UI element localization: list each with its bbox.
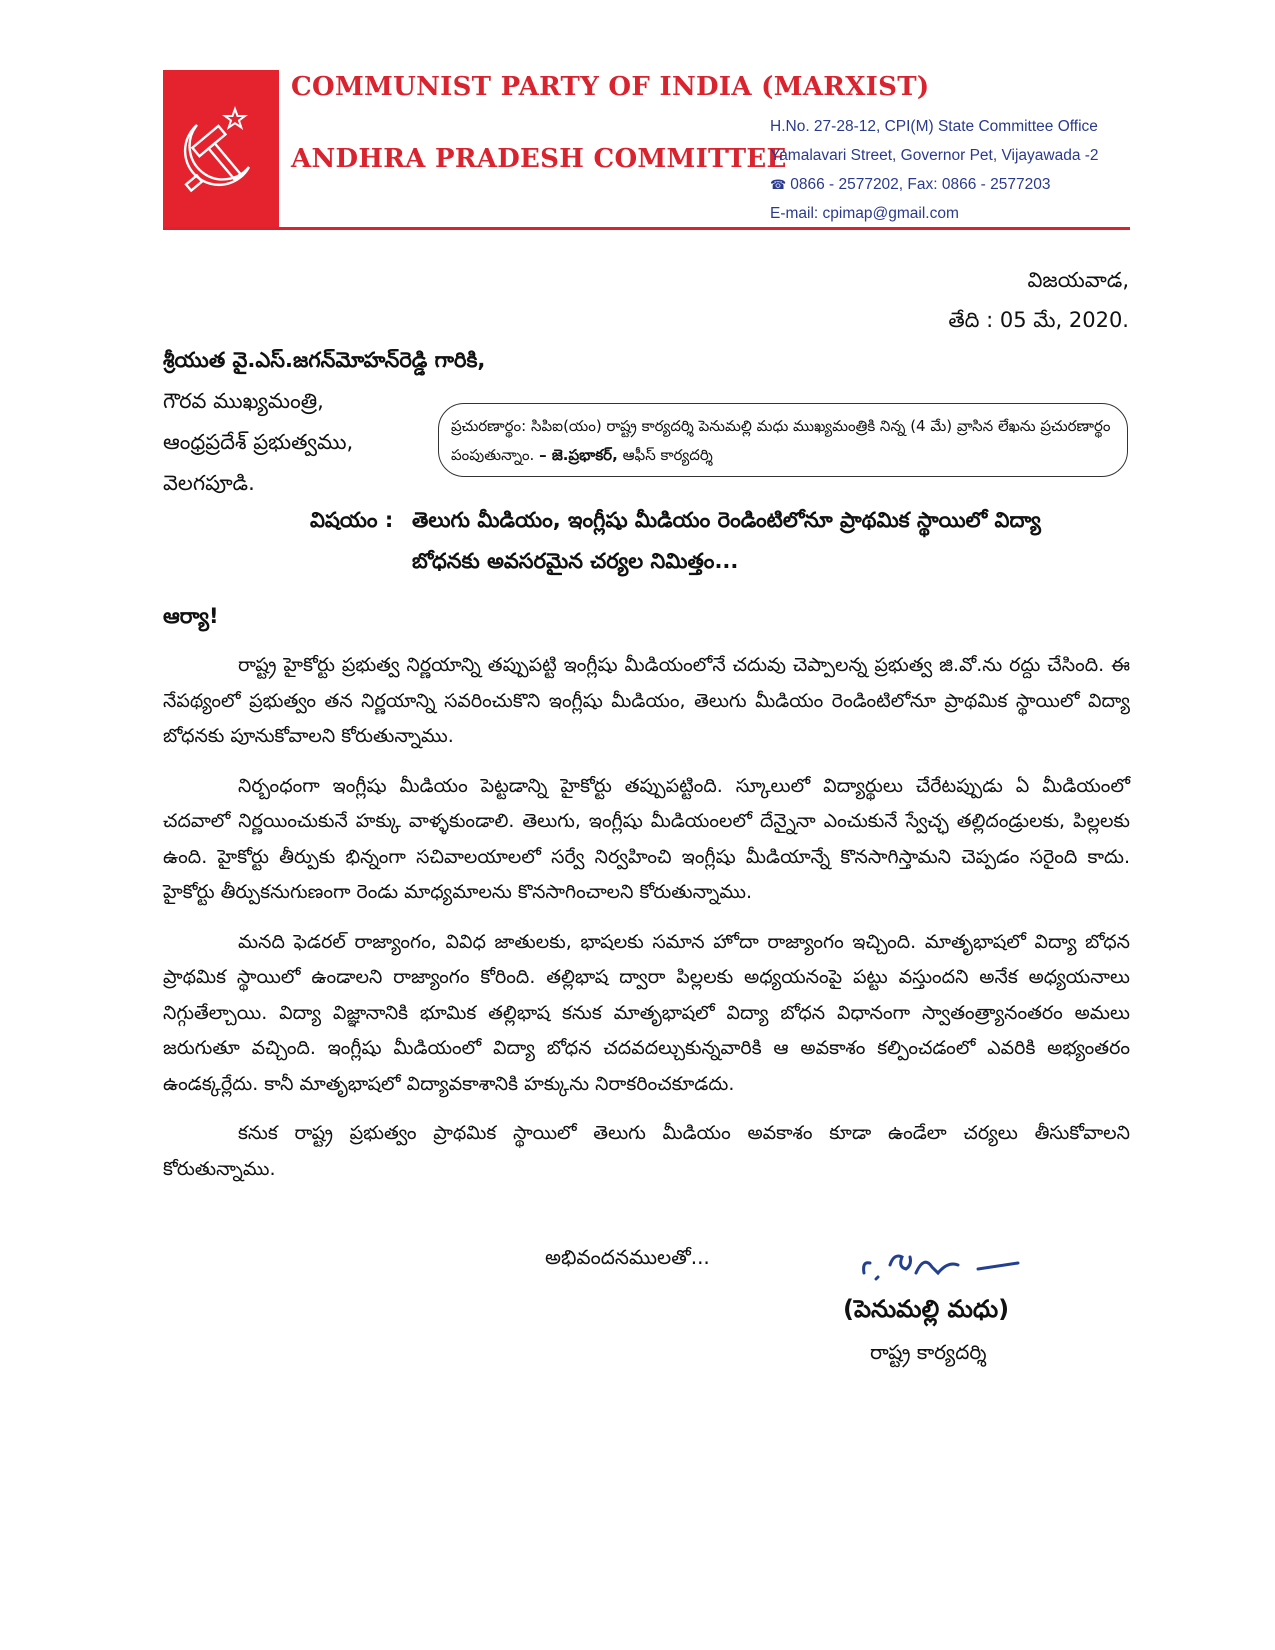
- body-paragraph-2: నిర్బంధంగా ఇంగ్లీషు మీడియం పెట్టడాన్ని హైకోర్టు తప్పుపట్టింది. స్కూలులో విద్యార్థులు చేరేటప్పుడు ఏ మీడియంలో చదవాలో నిర్ణయించుకునే హక్కు వాళ్ళకుండాలి. తెలుగు, ఇంగ్లీషు మీడియంలలో దేన్నైనా ఎంచుకునే స్వేచ్ఛ తల్లిదండ్రులకు, పిల్లలకు ఉంది. హైకోర్టు తీర్పుకు భిన్నంగా సచివాలయాలలో సర్వే నిర్వహించి ఇంగ్లీషు మీడియాన్నే కొనసాగిస్తామని చెప్పడం సరైంది కాదు. హైకోర్టు తీర్పుకనుగుణంగా రెండు మాధ్యమాలను కొనసాగించాలని కోరుతున్నాము.: [163, 774, 1130, 903]
- salutation: ఆర్యా!: [163, 604, 219, 628]
- email-line: E-mail: cpimap@gmail.com: [770, 205, 959, 222]
- party-logo: [163, 70, 279, 230]
- addressee-name: శ్రీయుత వై.ఎస్.జగన్‌మోహన్‌రెడ్డి గారికి,: [163, 348, 486, 372]
- subject-text: తెలుగు మీడియం, ఇంగ్లీషు మీడియం రెండింటిలోనూ ప్రాథమిక స్థాయిలో విద్యా బోధనకు అవసరమైన చర్యల నిమిత్తం...: [412, 508, 1041, 573]
- notice-signer-role: ఆఫీస్ కార్యదర్శి: [622, 446, 713, 464]
- handwritten-signature: [858, 1243, 1028, 1291]
- addressee-line2: గౌరవ ముఖ్యమంత్రి,: [163, 389, 324, 413]
- org-name-line1: COMMUNIST PARTY OF INDIA (MARXIST): [291, 72, 930, 102]
- contact-block: [770, 112, 1099, 228]
- subject-label: విషయం :: [310, 508, 394, 532]
- body-paragraph-1: రాష్ట్ర హైకోర్టు ప్రభుత్వ నిర్ణయాన్ని తప్పుపట్టి ఇంగ్లీషు మీడియంలోనే చదువు చెప్పాలన్న ప్రభుత్వ జి.వో.ను రద్దు చేసింది. ఈ నేపథ్యంలో ప్రభుత్వం తన నిర్ణయాన్ని సవరించుకొని ఇంగ్లీషు మీడియం, తెలుగు మీడియం రెండింటిలోనూ ప్రాథమిక స్థాయిలో విద్యా బోధనకు పూనుకోవాలని కోరుతున్నాము.: [163, 654, 1130, 747]
- addressee-line4: వెలగపూడి.: [163, 471, 255, 495]
- body-paragraph-4: కనుక రాష్ట్ర ప్రభుత్వం ప్రాథమిక స్థాయిలో తెలుగు మీడియం అవకాశం కూడా ఉండేలా చర్యలు తీసుకోవాలని కోరుతున్నాము.: [163, 1122, 1130, 1180]
- address-line1: H.No. 27-28-12, CPI(M) State Committee Office: [770, 118, 1098, 135]
- date-block: [948, 260, 1129, 340]
- date: తేది : 05 మే, 2020.: [948, 308, 1129, 332]
- notice-text: సిపిఐ(యం) రాష్ట్ర కార్యదర్శి పెనుమల్లి మధు ముఖ్యమంత్రికి నిన్న (4 మే) వ్రాసిన లేఖను ప్రచురణార్థం పంపుతున్నాం.: [451, 417, 1111, 464]
- org-name-line2: ANDHRA PRADESH COMMITTEE: [291, 144, 787, 174]
- place: విజయవాడ,: [1027, 268, 1129, 292]
- notice-signer: – జె.ప్రభాకర్,: [539, 446, 618, 464]
- hammer-sickle-star-icon: [173, 105, 269, 197]
- signatory-title: రాష్ట్ర కార్యదర్శి: [870, 1340, 987, 1364]
- address-line2: Yamalavari Street, Governor Pet, Vijayawada -2: [770, 147, 1099, 164]
- signatory-name: (పెనుమల్లి మధు): [843, 1295, 1010, 1323]
- closing: అభివందనములతో...: [545, 1245, 710, 1269]
- addressee-line3: ఆంధ్రప్రదేశ్ ప్రభుత్వము,: [163, 430, 354, 454]
- press-notice-box: [438, 403, 1128, 477]
- phone-line: [770, 170, 1099, 199]
- addressee-block: [163, 340, 485, 504]
- body-paragraph-3: మనది ఫెడరల్ రాజ్యాంగం, వివిధ జాతులకు, భాషలకు సమాన హోదా రాజ్యాంగం ఇచ్చింది. మాతృభాషలో విద్యా బోధన ప్రాథమిక స్థాయిలో ఉండాలని రాజ్యాంగం కోరింది. తల్లిభాష ద్వారా పిల్లలకు అధ్యయనంపై పట్టు వస్తుందని అనేక అధ్యయనాలు నిగ్గుతేల్చాయి. విద్యా విజ్ఞానానికి భూమిక తల్లిభాష కనుక మాతృభాషలో విద్యా బోధన విధానంగా స్వాతంత్ర్యానంతరం అమలు జరుగుతూ వచ్చింది. ఇంగ్లీషు మీడియంలో విద్యా బోధన చదవదల్చుకున్నవారికి ఆ అవకాశం కల్పించడంలో ఎవరికి అభ్యంతరం ఉండక్కర్లేదు. కానీ మాతృభాషలో విద్యావకాశానికి హక్కును నిరాకరించకూడదు.: [163, 930, 1130, 1095]
- notice-label: ప్రచురణార్థం:: [451, 417, 527, 435]
- letter-body: [163, 648, 1130, 1201]
- phone-icon: ☎: [770, 177, 787, 192]
- letterhead-rule: [163, 227, 1130, 230]
- phone-text: 0866 - 2577202, Fax: 0866 - 2577203: [790, 176, 1051, 193]
- letterhead: [163, 70, 1130, 230]
